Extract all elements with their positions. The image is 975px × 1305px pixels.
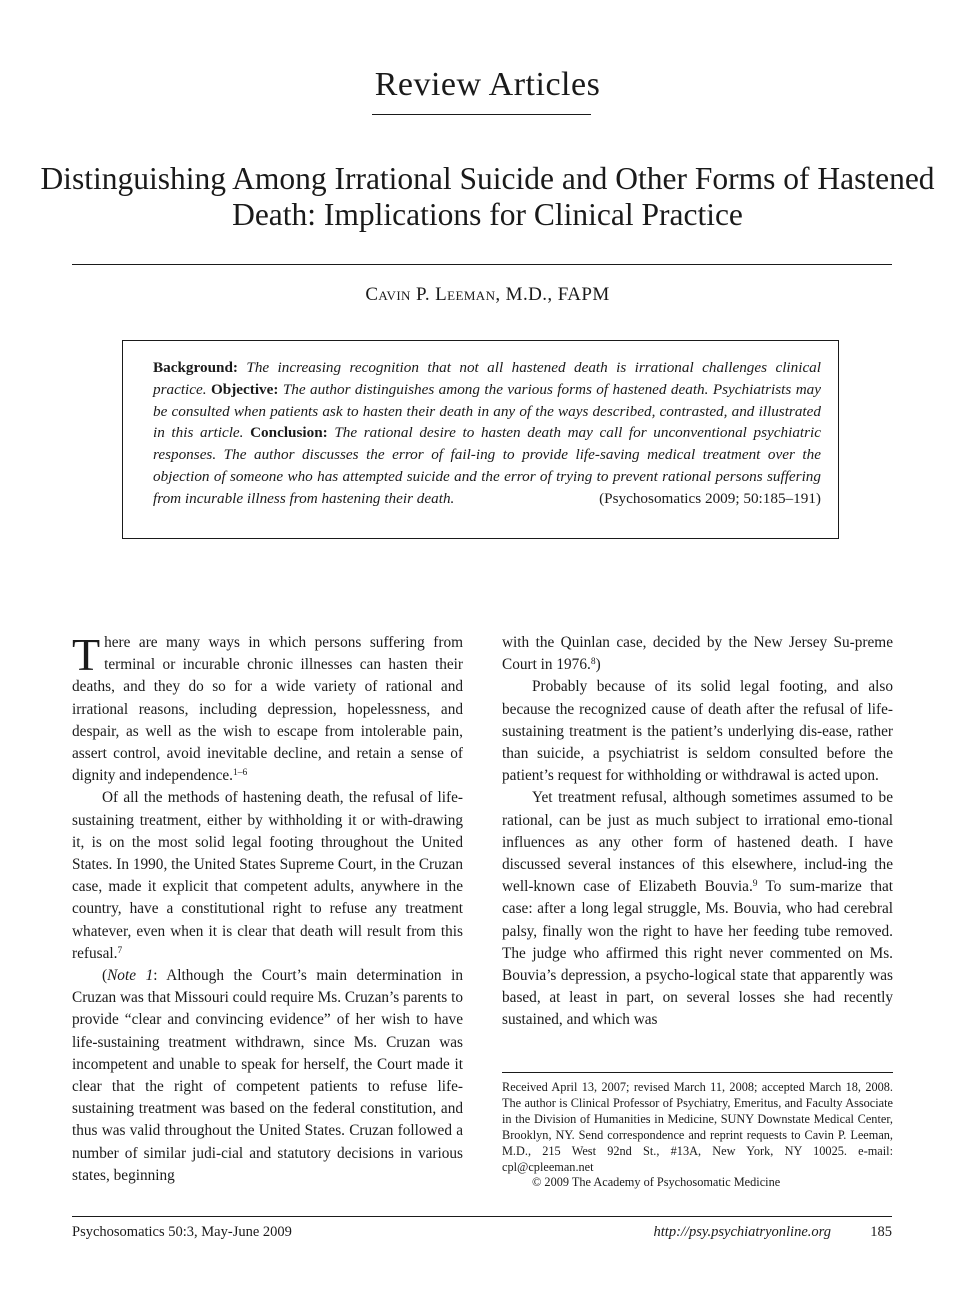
paren-open: (: [102, 967, 108, 985]
body-column-right: [502, 632, 893, 1032]
body-paragraph-1: [72, 629, 463, 787]
paragraph-5-text-b: To sum-marize that case: after a long legal struggle, Ms. Bouvia, who had cerebral palsy, finally won the right to have her feeding tube removed. The judge who affirmed this right never commented on Ms. Bouvia’s depression, a psycho-logical state that apparently was based, at least in part, on several losses she had recently sustained, and which was: [502, 878, 894, 1029]
note-1-label: Note 1: [107, 967, 154, 985]
reference-7[interactable]: 7: [117, 945, 123, 956]
footer-url-link[interactable]: http://psy.psychiatryonline.org: [653, 1224, 831, 1240]
abstract-background-label: Background:: [153, 359, 238, 376]
author-footnote: [502, 1080, 893, 1191]
body-paragraph-3: [72, 965, 463, 1187]
paragraph-3-text: : Although the Court’s main determination in Cruzan was that Missouri could require Ms. Cruzan’s parents to provide “clear and convincing evidence” of her wish to have life-sustaining treatment withdrawn, since Ms. Cruzan was incompetent and unable to speak for herself, the Court made it clear that the right of competent patients to refuse life-sustaining treatment was based on the federal constitution, and thus was valid throughout the United States. Cruzan followed a number of similar judi-cial and statutory decisions in various states, beginning: [72, 967, 463, 1184]
reference-8[interactable]: 8: [590, 657, 596, 668]
paragraph-4-text: Probably because of its solid legal footing, and also because the recognized cause of death after the refusal of life-sustaining treatment is the patient’s underlying dis-ease, rather than suicide, a psychiatrist is seldom consulted before the patient’s request for withholding or withdrawal is acted upon.: [502, 678, 893, 785]
footnote-received-text: Received April 13, 2007; revised March 11, 2008; accepted March 18, 2008. The author is Clinical Professor of Psychiatry, Emeritus, and Faculty Associate in the Division of Humanities in Medicine, SUNY Downstate Medical Center, Brooklyn, NY. Send correspondence and reprint requests to Cavin P. Leeman, M.D., 215 West 92nd St., #13A, New York, NY 10025. e-mail: cpl@cpleeman.net: [502, 1080, 893, 1174]
page-number: 185: [870, 1224, 892, 1240]
reference-9[interactable]: 9: [752, 879, 758, 890]
abstract-objective-text: The author distinguishes among the various forms of hastened death. Psychiatrists may be consulted when patients ask to hasten their death in any of the ways described, contrasted, and illustrated in this article.: [153, 380, 822, 442]
abstract-conclusion-text: The rational desire to hasten death may call for unconventional psychiatric responses. The author discusses the error of fail-ing to provide life-saving medical treatment over the objection of someone who has attempted suicide and the error of trying to prevent rational persons suffering from incurable illness from hastening their death.: [153, 424, 821, 507]
reference-1-6[interactable]: 1–6: [233, 768, 248, 779]
abstract-box: [122, 340, 839, 539]
body-column-left: [72, 629, 463, 1187]
abstract-background-text: The increasing recognition that not all hastened death is irrational challenges clinical practice.: [153, 359, 821, 398]
paragraph-5-text-a: Yet treatment refusal, although sometimes assumed to be rational, can be just as much subject to irrational emo-tional influences as any other form of hastened death. I have discussed several instances of this elsewhere, includ-ing the well-known case of Elizabeth Bouvia.: [502, 789, 893, 896]
section-heading: Review Articles: [374, 66, 601, 103]
author-byline: Cavin P. Leeman, M.D., FAPM: [365, 284, 610, 305]
body-paragraph-2: [72, 787, 463, 965]
abstract-citation: (Psychosomatics 2009; 50:185–191): [599, 489, 821, 507]
drop-cap: T: [72, 629, 101, 680]
paragraph-3-cont-text: with the Quinlan case, decided by the New Jersey Su-preme Court in 1976.: [502, 634, 893, 674]
paragraph-1-text: here are many ways in which persons suffering from terminal or incurable chronic illnesses can hasten their deaths, and they do so for a wide variety of rational and irrational reasons, including depression, hopelessness, and despair, as well as the wish to escape from intolerable pain, assert control, avoid inevitable decline, and retain a sense of dignity and independence.: [72, 634, 463, 785]
footer-journal: Psychosomatics 50:3, May-June 2009: [72, 1224, 292, 1240]
title-rule: [72, 264, 892, 265]
abstract-objective-label: Objective:: [210, 380, 279, 398]
abstract-conclusion-label: Conclusion:: [250, 424, 328, 442]
footnote-copyright: © 2009 The Academy of Psychosomatic Medicine: [532, 1175, 781, 1190]
footer-rule: [72, 1216, 892, 1217]
abstract-text: [153, 357, 821, 510]
body-paragraph-3-continued: [502, 632, 893, 676]
body-paragraph-5: [502, 787, 893, 1031]
footnote-rule: [502, 1072, 893, 1073]
body-paragraph-4: [502, 676, 893, 787]
paragraph-2-text: Of all the methods of hastening death, the refusal of life-sustaining treatment, either by withholding it or with-drawing it, is on the most solid legal footing throughout the United States. In 1990, the United States Supreme Court, in the Cruzan case, made it explicit that competent adults, anywhere in the country, have a constitutional right to refuse any treatment whatever, even when it is clear that death will result from this refusal.: [72, 789, 463, 962]
section-heading-rule: [372, 114, 591, 115]
article-title: Distinguishing Among Irrational Suicide and Other Forms of Hastened Death: Implications for Clinical Practice: [40, 161, 935, 232]
paren-close: ): [595, 656, 601, 674]
